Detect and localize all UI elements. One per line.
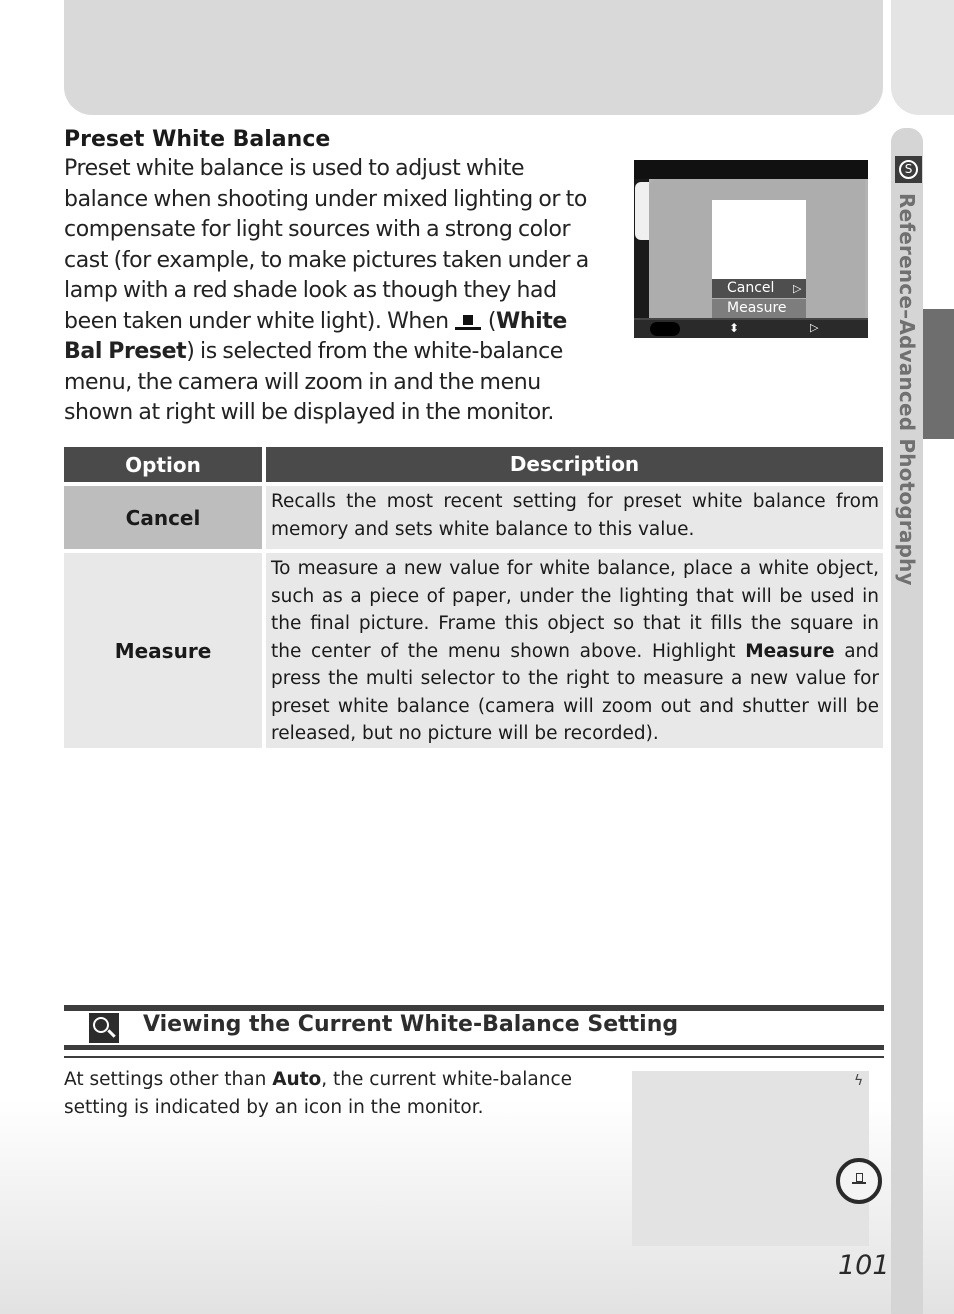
camera-monitor-illustration: [634, 160, 868, 338]
description-measure: [266, 553, 883, 748]
white-bal-preset-icon: [454, 312, 482, 332]
monitor-top-bar: [634, 160, 868, 179]
right-arrow-icon: ▷: [810, 321, 819, 334]
shooting-mode-icon: [895, 156, 922, 183]
option-measure: Measure: [64, 553, 262, 748]
monitor-menu-cancel: [712, 279, 806, 298]
section-marker: [923, 309, 954, 439]
sub-text-bold: Auto: [272, 1069, 322, 1090]
subhead-rule-top: [64, 1005, 884, 1011]
section-title: Preset White Balance: [64, 127, 331, 152]
intro-text-1: Preset white balance is used to adjust white balance when shooting under mixed lighting or to compensate for light sources with a strong color cast (for example, to make pictures taken under a lamp with a red shade look as though they had been taken under white light). When: [64, 156, 589, 334]
intro-bold: White Bal Preset: [64, 308, 567, 364]
white-bal-preset-icon: [852, 1172, 866, 1186]
top-banner: [64, 0, 883, 115]
top-right-tab: [891, 0, 954, 115]
sub-text-2: , the current white-balance setting is indicated by an icon in the monitor.: [64, 1069, 573, 1118]
intro-paren: (: [482, 308, 497, 334]
page-number: 101: [838, 1250, 890, 1281]
desc-measure-bold: Measure: [745, 640, 835, 662]
description-cancel: Recalls the most recent setting for preset white balance from memory and sets white balance to this value.: [266, 486, 883, 549]
monitor-menu-measure-label: Measure: [727, 300, 787, 316]
monitor-menu-cancel-label: Cancel: [727, 280, 775, 296]
header-description: Description: [266, 447, 883, 482]
white-balance-indicator: [836, 1158, 882, 1204]
side-tab-label: Reference–Advanced Photography: [895, 193, 919, 586]
subsection-paragraph: [64, 1066, 594, 1122]
subsection-title: Viewing the Current White-Balance Setting: [143, 1012, 679, 1037]
desc-measure-1: To measure a new value for white balance, place a white object, such as a piece of paper, under the lighting that will be used in the final picture. Frame this object so that it fills the square in the center of the menu shown above. Highlight: [271, 558, 879, 662]
sub-text-1: At settings other than: [64, 1069, 273, 1090]
intro-text-2: ) is selected from the white-balance menu, the camera will zoom in and the menu shown at right will be displayed in the monitor.: [64, 339, 563, 425]
side-icon-letter: S: [899, 160, 918, 179]
right-arrow-icon: ▷: [793, 282, 802, 295]
desc-measure-2: and press the multi selector to the right to measure a new value for preset white balance (camera will zoom out and shutter will be released, but no picture will be recorded).: [271, 640, 880, 744]
intro-paragraph: [64, 154, 594, 429]
magnifier-icon: [89, 1013, 119, 1043]
monitor-illustration-2: [632, 1071, 869, 1246]
measure-target-square: [712, 200, 806, 280]
menu-button-icon: [650, 322, 680, 336]
monitor-menu-measure: [712, 299, 806, 318]
header-option: Option: [64, 447, 262, 482]
flash-icon: ϟ: [854, 1073, 864, 1089]
option-cancel: Cancel: [64, 486, 262, 549]
up-down-icon: ⬍: [729, 321, 740, 335]
subhead-rule-thin: [64, 1056, 884, 1058]
monitor-left-notch: [635, 182, 649, 240]
subhead-rule-bottom: [64, 1045, 884, 1050]
